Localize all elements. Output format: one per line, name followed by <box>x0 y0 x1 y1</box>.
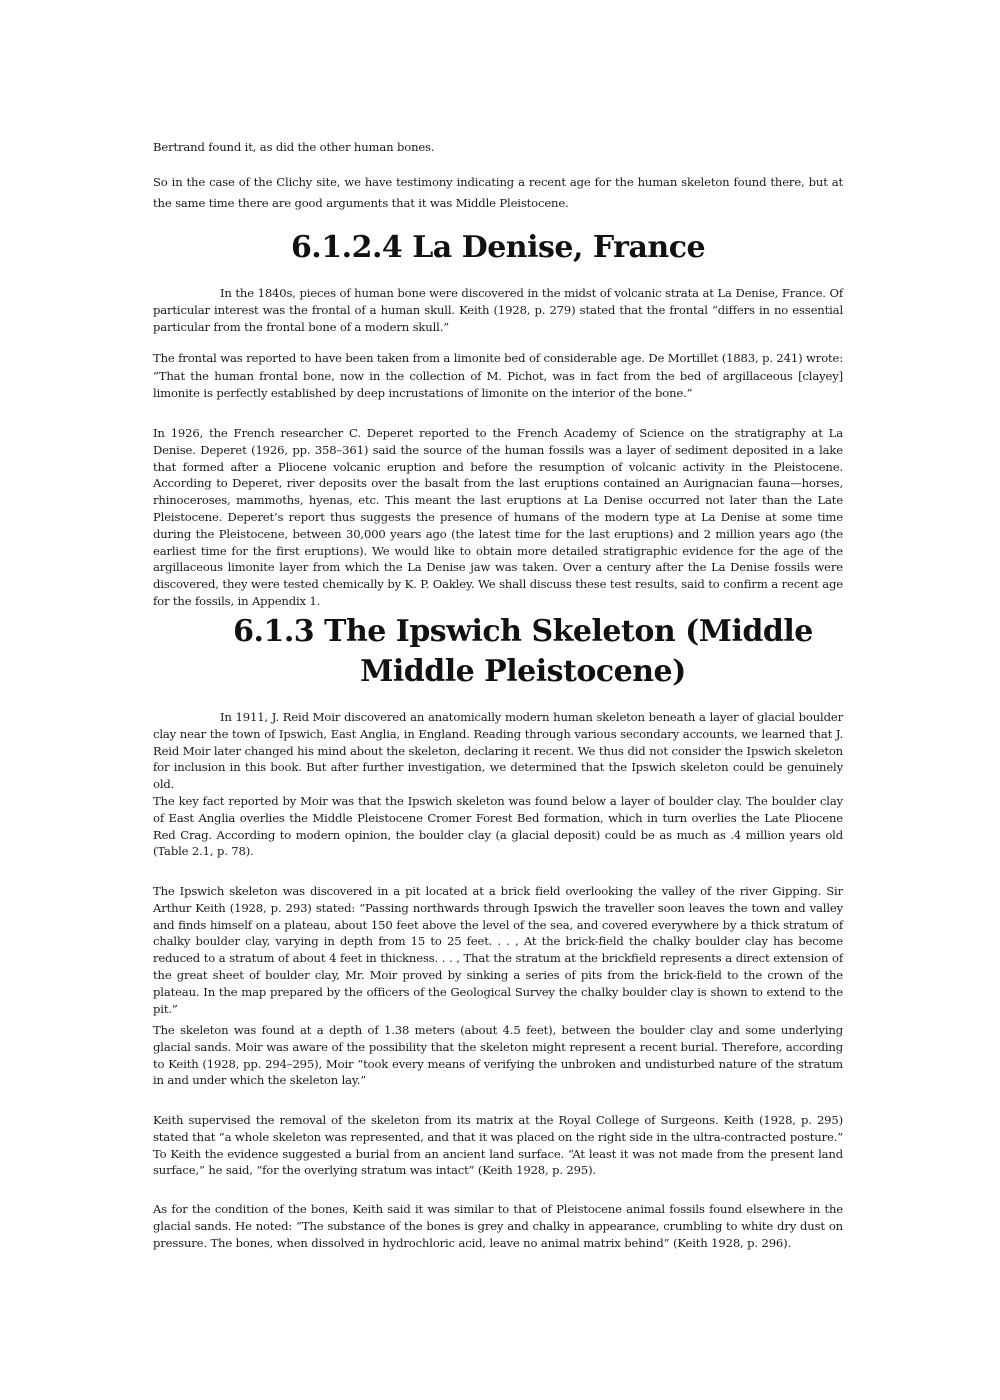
paragraph-bone-condition: As for the condition of the bones, Keith said it was similar to that of Pleistocene animal fossils found elsewhere in the glacial sands. He noted: “The substance of the bones is grey and chalky in appearance, crumbling to white dry dust on pressure. The bones, when dissolved in hydrochloric acid, leave no animal matrix behind” (Keith 1928, p. 296). <box>153 1202 843 1250</box>
heading-la-denise: 6.1.2.4 La Denise, France <box>290 230 706 265</box>
paragraph-brick-field: The Ipswich skeleton was discovered in a pit located at a brick field overlooking the valley of the river Gipping. Sir Arthur Keith (1928, p. 293) stated: “Passing northwards through Ipswich the traveller soon leaves the town and valley and finds himself on a plateau, about 150 feet above the level of the sea, and covered everywhere by a thick stratum of chalky boulder clay, varying in depth from 15 to 25 feet. . . , At the brick-field the chalky boulder clay has become reduced to a stratum of about 4 feet in thickness. . . , That the stratum at the brickfield represents a direct extension of the great sheet of boulder clay, Mr. Moir proved by sinking a series of pits from the brick-field to the crown of the plateau. In the map prepared by the officers of the Geological Survey the chalky boulder clay is shown to extend to the pit.” <box>153 884 843 1016</box>
heading-ipswich-skeleton: 6.1.3 The Ipswich Skeleton (Middle Middle Pleistocene) <box>233 614 813 689</box>
paragraph-keith-removal: Keith supervised the removal of the skeleton from its matrix at the Royal College of Surgeons. Keith (1928, p. 295) stated that “a whole skeleton was represented, and that it was placed on the right side in the ultra-contracted posture.” To Keith the evidence suggested a burial from an ancient land surface. “At least it was not made from the present land surface,” he said, “for the overlying stratum was intact” (Keith 1928, p. 295). <box>153 1113 843 1178</box>
paragraph-skeleton-depth: The skeleton was found at a depth of 1.38 meters (about 4.5 feet), between the boulder clay and some underlying glacial sands. Moir was aware of the possibility that the skeleton might represent a recent burial. Therefore, according to Keith (1928, pp. 294–295), Moir “took every means of verifying the unbroken and undisturbed nature of the stratum in and under which the skeleton lay.” <box>153 1023 843 1088</box>
paragraph-bertrand: Bertrand found it, as did the other human bones. <box>153 140 435 154</box>
paragraph-ipswich-intro: In 1911, J. Reid Moir discovered an anatomically modern human skeleton beneath a layer of glacial boulder clay near the town of Ipswich, East Anglia, in England. Reading through various secondary accounts, we learned that J. Reid Moir later changed his mind about the skeleton, declaring it recent. We thus did not consider the Ipswich skeleton for inclusion in this book. But after further investigation, we determined that the Ipswich skeleton could be genuinely old. <box>153 710 843 792</box>
paragraph-frontal-limonite: The frontal was reported to have been taken from a limonite bed of considerable age. De Mortillet (1883, p. 241) wrote: “That the human frontal bone, now in the collection of M. Pichot, was in fact from the bed of argillaceous [clayey] limonite is perfectly established by deep incrustations of limonite on the interior of the bone.” <box>153 351 843 400</box>
paragraph-boulder-clay: The key fact reported by Moir was that the Ipswich skeleton was found below a layer of boulder clay. The boulder clay of East Anglia overlies the Middle Pleistocene Cromer Forest Bed formation, which in turn overlies the Late Pliocene Red Crag. According to modern opinion, the boulder clay (a glacial deposit) could be as much as .4 million years old (Table 2.1, p. 78). <box>153 794 843 859</box>
paragraph-clichy-summary: So in the case of the Clichy site, we have testimony indicating a recent age for the human skeleton found there, but at the same time there are good arguments that it was Middle Pleistocene. <box>153 175 843 210</box>
paragraph-la-denise-intro: In the 1840s, pieces of human bone were discovered in the midst of volcanic strata at La Denise, France. Of particular interest was the frontal of a human skull. Keith (1928, p. 279) stated that the frontal “differs in no essential particular from the frontal bone of a modern skull.” <box>153 286 843 334</box>
paragraph-deperet: In 1926, the French researcher C. Deperet reported to the French Academy of Science on the stratigraphy at La Denise. Deperet (1926, pp. 358–361) said the source of the human fossils was a layer of sediment deposited in a lake that formed after a Pliocene volcanic eruption and before the resumption of volcanic activity in the Pleistocene. According to Deperet, river deposits over the basalt from the last eruptions contained an Aurignacian fauna—horses, rhinoceroses, mammoths, hyenas, etc. This meant the last eruptions at La Denise occurred not later than the Late Pleistocene. Deperet’s report thus suggests the presence of humans of the modern type at La Denise at some time during the Pleistocene, between 30,000 years ago (the latest time for the last eruptions) and 2 million years ago (the earliest time for the first eruptions). We would like to obtain more detailed stratigraphic evidence for the age of the argillaceous limonite layer from which the La Denise jaw was taken. Over a century after the La Denise fossils were discovered, they were tested chemically by K. P. Oakley. We shall discuss these test results, said to confirm a recent age for the fossils, in Appendix 1. <box>153 426 843 608</box>
